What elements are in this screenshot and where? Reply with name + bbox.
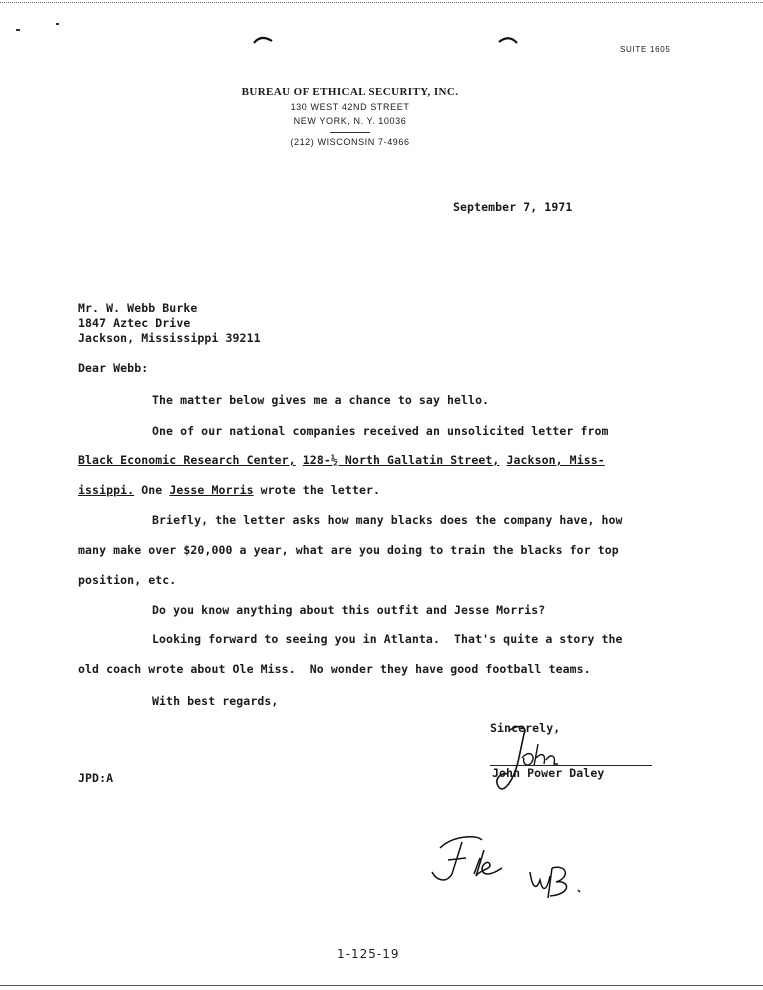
company-phone: (212) WISCONSIN 7-4966 — [290, 137, 410, 147]
bottom-border — [0, 985, 763, 986]
letterhead-ornament-left — [252, 33, 274, 45]
text-run: One — [134, 483, 170, 497]
closing-regards: With best regards, — [152, 694, 279, 708]
company-name: BUREAU OF ETHICAL SECURITY, INC. — [241, 86, 459, 98]
letterhead-ornament-right — [497, 33, 519, 45]
organization-city: Jackson, Miss- — [506, 453, 605, 467]
recipient-street: 1847 Aztec Drive — [78, 316, 191, 330]
signature — [488, 720, 568, 800]
recipient-city: Jackson, Mississippi 39211 — [78, 331, 261, 345]
paragraph-2-line-1: One of our national companies received an unsolicited letter from — [152, 424, 609, 438]
signer-name: John Power Daley — [492, 766, 605, 780]
salutation: Dear Webb: — [78, 361, 149, 375]
paragraph-4: Do you know anything about this outfit and Jesse Morris? — [152, 603, 546, 617]
document-number: 1-125-19 — [337, 947, 400, 961]
closing: Sincerely, — [490, 721, 561, 735]
scan-speck — [16, 29, 20, 31]
paragraph-2-line-2 — [78, 453, 605, 467]
handwritten-file-note — [428, 828, 608, 908]
paragraph-5-line-1: Looking forward to seeing you in Atlanta. That's quite a story the — [152, 632, 623, 646]
scan-speck — [56, 23, 59, 25]
company-city: NEW YORK, N. Y. 10036 — [293, 116, 407, 126]
company-street: 130 WEST 42ND STREET — [290, 102, 410, 112]
recipient-name: Mr. W. Webb Burke — [78, 301, 198, 315]
letterhead — [180, 86, 520, 147]
paragraph-2-line-3 — [78, 483, 380, 497]
text-run: wrote the letter. — [253, 483, 381, 497]
suite-number: SUITE 1605 — [620, 45, 671, 54]
sender-name: Jesse Morris — [169, 483, 254, 497]
paragraph-5-line-2: old coach wrote about Ole Miss. No wonder they have good football teams. — [78, 662, 591, 676]
paragraph-3-line-3: position, etc. — [78, 573, 177, 587]
letter-date: September 7, 1971 — [453, 200, 573, 214]
paragraph-1: The matter below gives me a chance to say hello. — [152, 393, 490, 407]
paragraph-3-line-2: many make over $20,000 a year, what are you doing to train the blacks for top — [78, 543, 619, 557]
organization-name: Black Economic Research Center, — [78, 453, 296, 467]
top-dotted-border — [0, 2, 763, 3]
paragraph-3-line-1: Briefly, the letter asks how many blacks does the company have, how — [152, 513, 623, 527]
organization-state-tail: issippi. — [78, 483, 135, 497]
organization-address: 128-½ North Gallatin Street, — [302, 453, 500, 467]
letterhead-divider — [330, 132, 370, 133]
typist-initials: JPD:A — [78, 771, 114, 785]
